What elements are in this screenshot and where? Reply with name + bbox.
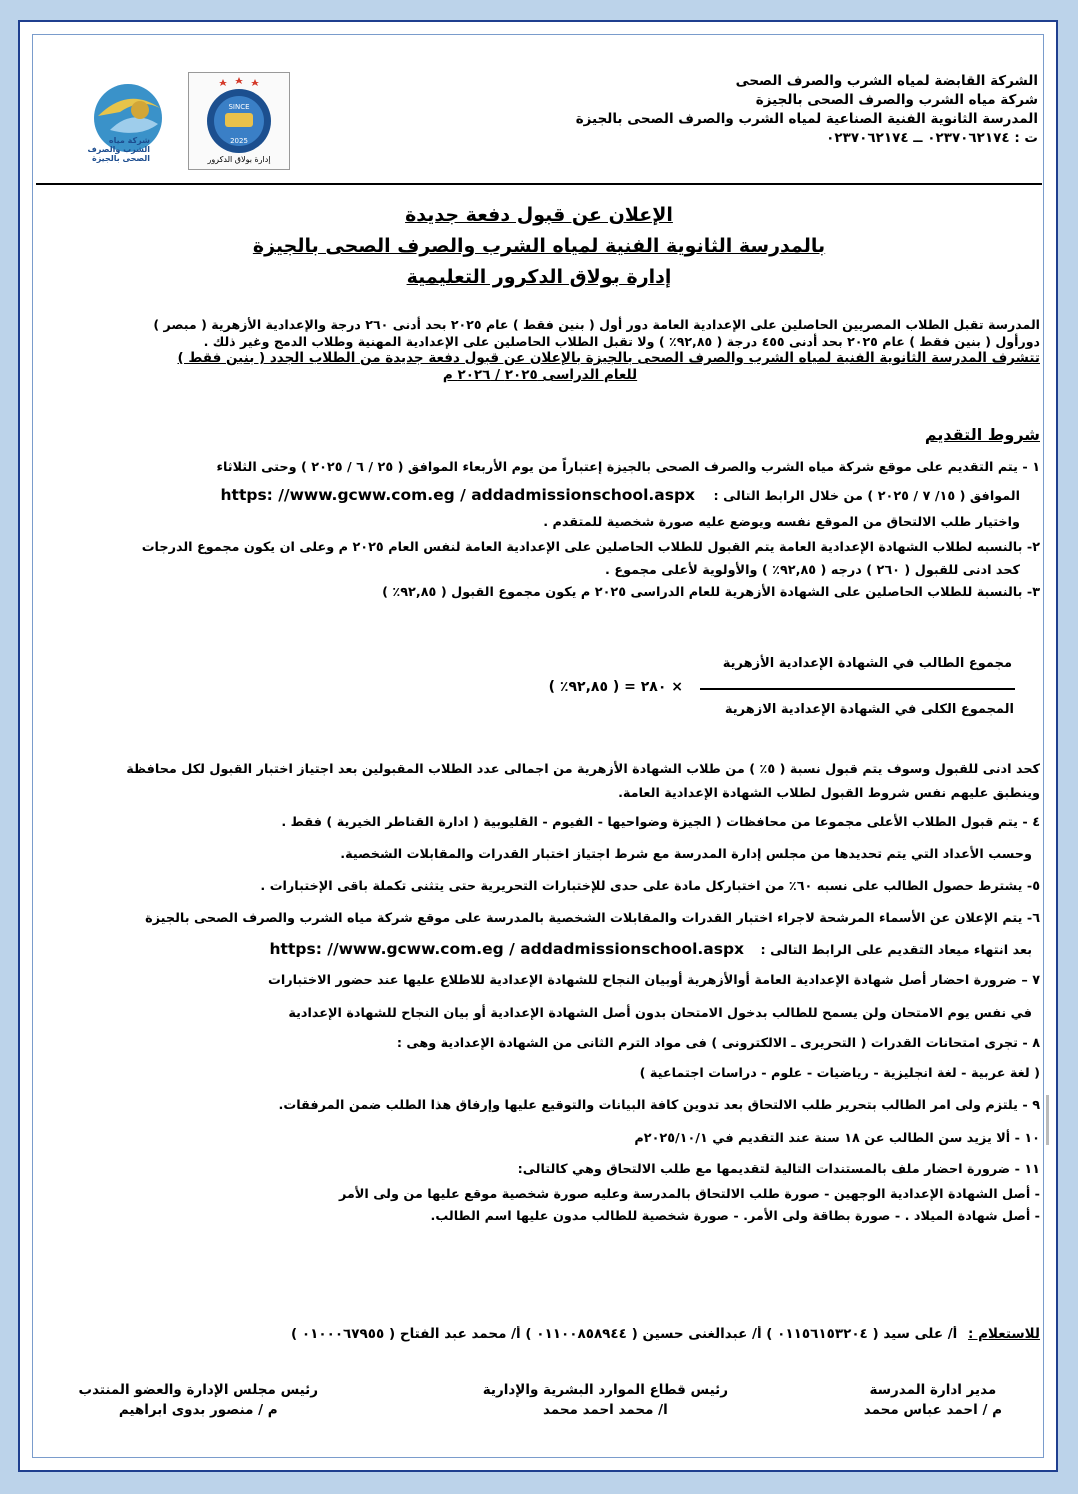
hr-head-title: رئيس قطاع الموارد البشرية والإدارية bbox=[482, 1382, 728, 1398]
item-4-line-1: ٤ - يتم قبول الطلاب الأعلى مجموعا من محافظات ( الجيزة وضواحيها - الفيوم - القليوبية ( ادارة القناطر الخيرية ) فقط . bbox=[281, 815, 1040, 830]
school-logo bbox=[188, 72, 290, 170]
item-9: ٩ - يلتزم ولى امر الطالب بتحرير طلب الالتحاق بعد تدوين كافة البيانات والتوقيع عليها وإرفاق هذا الطلب ضمن المرفقات. bbox=[278, 1098, 1040, 1113]
intro-line-3: تتشرف المدرسة الثانوية الفنية لمياه الشرب والصرف الصحى بالجيزة بالإعلان عن قبول دفعة جديدة من الطلاب الجدد ( بنين فقط ) bbox=[177, 350, 1040, 366]
conditions-list-continued bbox=[40, 758, 1040, 1228]
school-logo-caption: إدارة بولاق الدكرور bbox=[207, 155, 271, 164]
item-8-line-1: ٨ - تجرى امتحانات القدرات ( التحريرى ـ الالكترونى ) فى مواد الترم الثانى من الشهادة الإعدادية وهى : bbox=[396, 1036, 1040, 1051]
item-1-line-2 bbox=[40, 480, 1040, 510]
documents-line-2: - أصل شهادة الميلاد . - صورة بطاقة ولى الأمر. - صورة شخصية للطالب مدون عليها اسم الطالب. bbox=[430, 1209, 1040, 1224]
item-6-line-1: ٦- يتم الإعلان عن الأسماء المرشحة لاجراء اختبار القدرات والمقابلات الشخصية بالمدرسة على موقع شركة مياه الشرب والصرف الصحى بالجيزة bbox=[145, 911, 1040, 926]
inquiry-contacts: أ/ على سيد ( ٠١١٥٦١٥٣٢٠٤ ) أ/ عبدالغنى حسين ( ٠١١٠٠٨٥٨٩٤٤ ) أ/ محمد عبد الفتاح ( ٠١٠٠٠٦٧٩٥٥ ) bbox=[290, 1326, 958, 1342]
formula-result: × ٢٨٠ = ( ٩٢,٨٥٪ ) bbox=[548, 679, 683, 695]
formula-numerator: مجموع الطالب في الشهادة الإعدادية الأزهرية bbox=[722, 656, 1012, 671]
item-2-line-2: كحد ادنى للقبول ( ٢٦٠ ) درجه ( ٩٢,٨٥٪ ) والأولوية لأعلى مجموع . bbox=[605, 563, 1020, 578]
documents-line-1: - أصل الشهادة الإعدادية الوجهين - صورة طلب الالتحاق بالمدرسة وعليه صورة شخصية موقع عليها من ولى الأمر bbox=[338, 1187, 1040, 1202]
hr-head-name: ا/ محمد احمد محمد bbox=[542, 1402, 668, 1418]
item-1-date: الموافق ( ١٥/ ٧ / ٢٠٢٥ ) من خلال الرابط التالى : bbox=[713, 489, 1020, 504]
conditions-title: شروط التقديم bbox=[924, 425, 1040, 444]
azhar-line-1: كحد ادنى للقبول وسوف يتم قبول نسبة ( ٥٪ ) من طلاب الشهادة الأزهرية من اجمالى عدد الطلاب المقبولين بعد اجتياز اختبار القبول لكل محافظة bbox=[126, 762, 1040, 777]
item-1-line-3: واختيار طلب الالتحاق من الموقع نفسه ويوضع عليه صورة شخصية للمتقدم . bbox=[543, 515, 1020, 530]
item-1-line-1: ١ - يتم التقديم على موقع شركة مياه الشرب والصرف الصحى بالجيزة إعتباراً من يوم الأربعاء الموافق ( ٢٥ / ٦ / ٢٠٢٥ ) وحتى الثلاثاء bbox=[216, 460, 1040, 475]
header-divider bbox=[36, 183, 1042, 185]
school-director-name: م / احمد عباس محمد bbox=[863, 1402, 1002, 1418]
item-10: ١٠ - ألا يزيد سن الطالب عن ١٨ سنة عند التقديم في ٢٠٢٥/١٠/١م bbox=[634, 1131, 1040, 1146]
signature-hr-head bbox=[483, 1380, 728, 1420]
conditions-list bbox=[40, 456, 1040, 604]
announcement-titles bbox=[36, 200, 1042, 293]
chairman-name: م / منصور بدوى ابراهيم bbox=[118, 1402, 278, 1418]
inquiry-label: للاستعلام : bbox=[968, 1326, 1040, 1342]
results-url[interactable]: https: //www.gcww.com.eg / addadmissionschool.aspx bbox=[269, 940, 745, 958]
intro bbox=[40, 316, 1040, 384]
holding-company: الشركة القابضة لمياه الشرب والصرف الصحى bbox=[735, 73, 1038, 89]
intro-line-4: للعام الدراسى ٢٠٢٥ / ٢٠٢٦ م bbox=[442, 367, 638, 383]
inquiry bbox=[40, 1326, 1040, 1342]
item-7-line-1: ٧ – ضرورة احضار أصل شهادة الإعدادية العامة أوالأزهرية أوبيان النجاح للشهادة الإعدادية للاطلاع عليها عند حضور الاختبارات bbox=[268, 973, 1040, 988]
intro-line-2: دورأول ( بنين فقط ) عام ٢٠٢٥ بحد أدنى ٤٥٥ درجة ( ٩٢,٨٥٪ ) ولا تقبل الطلاب الحاصلين على الإعدادية المهنية وطلاب الدمج وغير ذلك . bbox=[203, 334, 1040, 349]
school-logo-since: SINCE bbox=[228, 103, 250, 111]
formula-denominator: المجموع الكلى في الشهادة الإعدادية الازهرية bbox=[724, 702, 1014, 717]
title-school: بالمدرسة الثانوية الفنية لمياه الشرب والصرف الصحى بالجيزة bbox=[252, 235, 826, 257]
item-6-line-2 bbox=[40, 934, 1040, 964]
water-company-logo-text: شركة مياه الشرب والصرف الصحى بالجيزة bbox=[87, 136, 150, 163]
formula-fraction-bar bbox=[700, 688, 1015, 690]
title-administration: إدارة بولاق الدكرور التعليمية bbox=[406, 266, 672, 288]
item-8-line-2: ( لغة عربية - لغة انجليزية - رياضيات - علوم - دراسات اجتماعية ) bbox=[639, 1066, 1040, 1081]
item-6-link-label: بعد انتهاء ميعاد التقديم على الرابط التالى : bbox=[760, 943, 1032, 958]
item-2-line-1: ٢- بالنسبه لطلاب الشهادة الإعدادية العامة يتم القبول للطلاب الحاصلين على الإعدادية العامة لنفس العام ٢٠٢٥ م وعلى ان يكون مجموع الدرجات bbox=[141, 540, 1040, 555]
school-director-title: مدير ادارة المدرسة bbox=[869, 1382, 997, 1398]
title-main: الإعلان عن قبول دفعة جديدة bbox=[405, 204, 673, 226]
water-company-logo bbox=[80, 78, 178, 168]
phone-numbers: ت : ٠٢٣٧٠٦٢١٧٤ ــ ٠٢٣٧٠٦٢١٧٤ bbox=[826, 130, 1038, 146]
water-company: شركة مياه الشرب والصرف الصحى بالجيزة bbox=[755, 92, 1038, 108]
chairman-title: رئيس مجلس الإدارة والعضو المنتدب bbox=[78, 1382, 318, 1398]
item-11: ١١ - ضرورة احضار ملف بالمستندات التالية لتقديمها مع طلب الالتحاق وهي كالتالى: bbox=[517, 1162, 1040, 1177]
signature-school-director bbox=[864, 1380, 1002, 1420]
item-5: ٥- يشترط حصول الطالب على نسبه ٦٠٪ من اختباركل مادة على حدى للإختبارات التحريرية حتى يتثنى تكملة باقى الإختبارات . bbox=[260, 879, 1040, 894]
intro-line-1: المدرسة تقبل الطلاب المصريين الحاصلين على الإعدادية العامة دور أول ( بنين فقط ) عام ٢٠٢٥ بحد أدنى ٢٦٠ درجة والإعدادية الأزهرية ( مبصر ) bbox=[153, 317, 1040, 332]
logos bbox=[80, 72, 290, 168]
item-7-line-2: في نفس يوم الامتحان ولن يسمح للطالب بدخول الامتحان بدون أصل الشهادة الإعدادية أو بيان النجاح للشهادة الإعدادية bbox=[288, 1006, 1032, 1021]
signature-chairman bbox=[79, 1380, 319, 1420]
admission-url[interactable]: https: //www.gcww.com.eg / addadmissionschool.aspx bbox=[220, 486, 696, 504]
school-name: المدرسة الثانوية الفنية الصناعية لمياه الشرب والصرف الصحى بالجيزة bbox=[575, 111, 1038, 127]
letterhead bbox=[576, 72, 1038, 148]
item-3: ٣- بالنسبة للطلاب الحاصلين على الشهادة الأزهرية للعام الدراسى ٢٠٢٥ م يكون مجموع القبول ( ٩٢,٨٥٪ ) bbox=[382, 585, 1040, 600]
azhar-line-2: وينطبق عليهم نفس شروط القبول لطلاب الشهادة الإعدادية العامة. bbox=[618, 786, 1040, 801]
item-4-line-2: وحسب الأعداد التي يتم تحديدها من مجلس إدارة المدرسة مع شرط اجتياز اختبار القدرات والمقابلات الشخصية. bbox=[340, 847, 1032, 862]
school-logo-year: 2025 bbox=[230, 137, 248, 145]
